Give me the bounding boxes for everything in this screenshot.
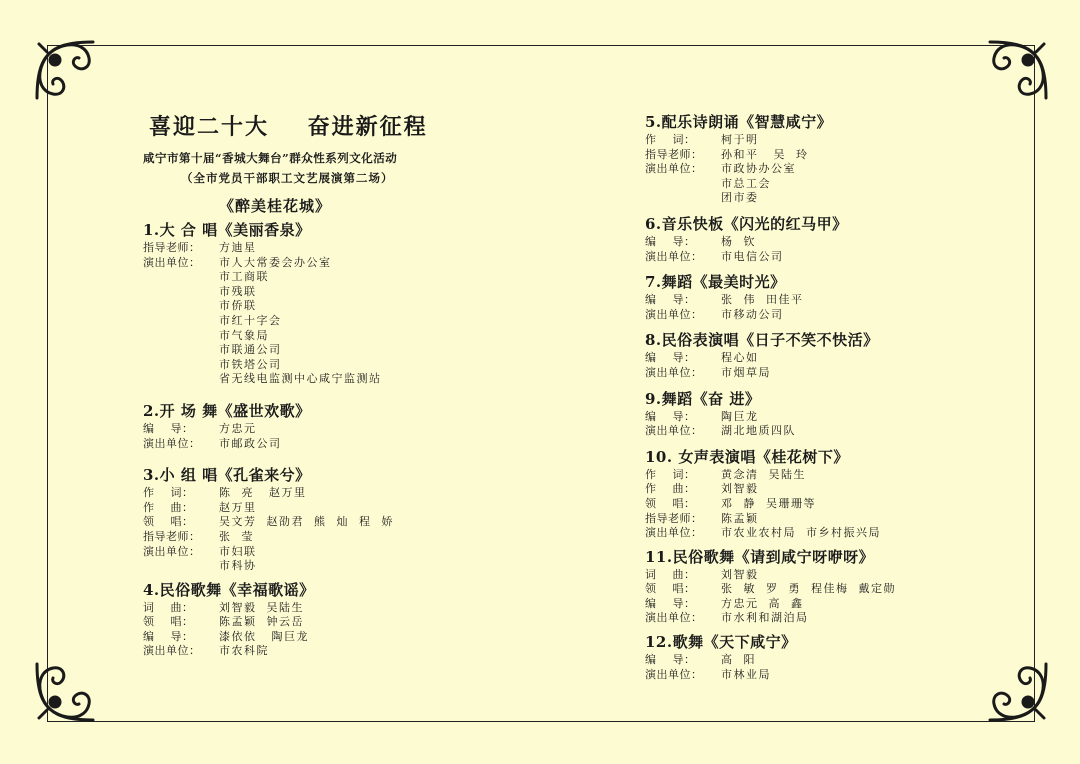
program-entry — [645, 330, 1005, 380]
credit-row — [143, 559, 473, 574]
program-entry — [143, 220, 473, 387]
credit-names: 漆依依 陶巨龙 — [219, 629, 309, 643]
program-title: 1.大 合 唱《美丽香泉》 — [143, 221, 311, 239]
credit-names: 市水利和湖泊局 — [721, 611, 809, 625]
credit-row — [143, 343, 473, 358]
credit-role: 演出单位： — [143, 644, 201, 658]
credit-role: 领 唱： — [143, 515, 194, 529]
credit-names: 杨 钦 — [721, 234, 756, 248]
credit-role: 词 曲： — [645, 567, 696, 581]
credit-names: 市政协办公室 — [721, 162, 796, 176]
credit-row — [645, 668, 1005, 683]
credit-names: 吴文芳 赵劭君 熊 灿 程 娇 — [219, 515, 394, 529]
credit-names: 市残联 — [219, 284, 257, 298]
credit-row — [645, 162, 1005, 177]
program-title: 9.舞蹈《奋 进》 — [645, 389, 761, 408]
credit-names: 刘智毅 吴陆生 — [219, 600, 304, 614]
credit-row — [143, 615, 473, 630]
program-entry — [645, 447, 1005, 541]
credit-role: 编 导： — [143, 421, 194, 435]
corner-ornament-top-left — [33, 38, 99, 104]
right-column — [645, 112, 1005, 682]
credit-role: 作 曲： — [143, 500, 194, 514]
credit-row — [143, 299, 473, 314]
credit-role: 演出单位： — [645, 249, 703, 263]
corner-ornament-bottom-left — [33, 658, 99, 724]
credit-row — [143, 501, 473, 516]
credit-names: 陈孟颖 — [721, 511, 759, 525]
credit-role — [143, 299, 219, 314]
credit-role — [645, 191, 721, 206]
program-title: 11.民俗歌舞《请到咸宁呀咿呀》 — [645, 547, 875, 566]
credit-names: 市人大常委会办公室 — [219, 255, 332, 269]
credit-names: 张 敏 罗 勇 程佳梅 戴定勋 — [721, 582, 896, 596]
credit-names: 赵万里 — [219, 500, 257, 514]
program-entry — [645, 632, 1005, 682]
credit-names: 市妇联 — [219, 544, 257, 558]
program-title: 10. 女声表演唱《桂花树下》 — [645, 447, 849, 466]
credit-names: 市科协 — [219, 559, 257, 573]
credit-row — [645, 235, 1005, 250]
credit-role — [143, 314, 219, 329]
credit-names: 市农科院 — [219, 644, 269, 658]
credit-names: 市移动公司 — [721, 307, 784, 321]
credit-row — [645, 526, 1005, 541]
credit-row — [143, 241, 473, 256]
credit-row — [143, 530, 473, 545]
credit-row — [143, 270, 473, 285]
credit-role — [143, 343, 219, 358]
credit-names: 孙和平 吴 玲 — [721, 147, 809, 161]
credit-role — [143, 559, 219, 574]
credit-role: 编 导： — [645, 234, 696, 248]
credit-row — [645, 653, 1005, 668]
program-list-left — [143, 220, 473, 659]
credit-role: 作 词： — [143, 486, 194, 500]
program-list-right — [645, 112, 1005, 682]
corner-ornament-top-right — [984, 38, 1050, 104]
event-subtitle: 咸宁市第十届“香城大舞台”群众性系列文化活动 — [143, 151, 398, 165]
program-entry — [645, 214, 1005, 264]
credit-names: 高 阳 — [721, 653, 756, 667]
credit-names: 张 伟 田佳平 — [721, 293, 804, 307]
left-column — [143, 112, 473, 659]
credit-role: 领 唱： — [645, 582, 696, 596]
program-title: 4.民俗歌舞《幸福歌谣》 — [143, 580, 315, 599]
program-title: 12.歌舞《天下咸宁》 — [645, 633, 797, 652]
credit-role: 演出单位： — [645, 526, 703, 540]
credit-row — [143, 437, 473, 452]
program-entry — [645, 547, 1005, 626]
program-entry — [645, 272, 1005, 322]
credit-names: 市红十字会 — [219, 313, 282, 327]
credit-row — [143, 372, 473, 387]
page-title: 喜迎二十大 奋进新征程 — [149, 115, 428, 140]
credit-role: 演出单位： — [143, 436, 201, 450]
credit-names: 市联通公司 — [219, 343, 282, 357]
credit-row — [143, 314, 473, 329]
credit-names: 陶巨龙 — [721, 409, 759, 423]
program-title: 6.音乐快板《闪光的红马甲》 — [645, 214, 848, 233]
program-title: 5.配乐诗朗诵《智慧咸宁》 — [645, 113, 833, 131]
credit-role: 编 导： — [645, 653, 696, 667]
credit-names: 市电信公司 — [721, 249, 784, 263]
credit-names: 方忠元 高 鑫 — [721, 596, 804, 610]
credit-role: 编 导： — [645, 351, 696, 365]
credit-row — [143, 515, 473, 530]
credit-row — [645, 351, 1005, 366]
credit-names: 方忠元 — [219, 421, 257, 435]
credit-row — [645, 611, 1005, 626]
credit-role: 指导老师： — [645, 511, 703, 525]
credit-role: 编 导： — [645, 596, 696, 610]
credit-row — [645, 512, 1005, 527]
credit-role: 演出单位： — [645, 162, 703, 176]
credit-row — [645, 177, 1005, 192]
credit-names: 刘智毅 — [721, 482, 759, 496]
program-entry — [645, 389, 1005, 439]
credit-row — [143, 285, 473, 300]
program-entry — [143, 580, 473, 659]
credit-role — [143, 270, 219, 285]
credit-names: 市铁塔公司 — [219, 357, 282, 371]
credit-row — [645, 597, 1005, 612]
credit-names: 张 莹 — [219, 529, 254, 543]
credit-row — [645, 191, 1005, 206]
credit-names: 邓 静 吴珊珊等 — [721, 496, 816, 510]
credit-row — [645, 366, 1005, 381]
credit-role: 作 曲： — [645, 482, 696, 496]
credit-row — [645, 133, 1005, 148]
credit-row — [645, 468, 1005, 483]
credit-role: 编 导： — [645, 293, 696, 307]
credit-row — [645, 308, 1005, 323]
credit-role — [143, 372, 219, 387]
credit-row — [645, 293, 1005, 308]
credit-names: 省无线电监测中心咸宁监测站 — [219, 372, 382, 386]
credit-role: 指导老师： — [645, 147, 703, 161]
credit-role: 指导老师： — [143, 529, 201, 543]
program-title: 7.舞蹈《最美时光》 — [645, 273, 786, 292]
credit-names: 市烟草局 — [721, 365, 771, 379]
program-title: 8.民俗表演唱《日子不笑不快活》 — [645, 331, 879, 350]
credit-row — [143, 256, 473, 271]
credit-role — [143, 285, 219, 300]
credit-names: 陈 亮 赵万里 — [219, 486, 307, 500]
credit-names: 柯于明 — [721, 133, 759, 146]
credit-row — [143, 329, 473, 344]
credit-role: 领 唱： — [645, 496, 696, 510]
credit-names: 市农业农村局 市乡村振兴局 — [721, 526, 881, 540]
credit-role: 领 唱： — [143, 615, 194, 629]
credit-role — [143, 358, 219, 373]
credit-role: 演出单位： — [645, 667, 703, 681]
credit-row — [143, 486, 473, 501]
credit-row — [143, 422, 473, 437]
credit-names: 团市委 — [721, 191, 759, 205]
credit-role: 词 曲： — [143, 600, 194, 614]
credit-row — [645, 148, 1005, 163]
credit-role: 演出单位： — [143, 544, 201, 558]
credit-role: 演出单位： — [645, 611, 703, 625]
credit-row — [143, 644, 473, 659]
credit-row — [645, 250, 1005, 265]
program-entry — [645, 112, 1005, 206]
credit-row — [645, 568, 1005, 583]
credit-row — [645, 424, 1005, 439]
event-subtitle-2: （全市党员干部职工文艺展演第二场） — [181, 171, 394, 185]
credit-names: 市邮政公司 — [219, 436, 282, 450]
credit-row — [143, 601, 473, 616]
credit-role: 演出单位： — [645, 424, 703, 438]
credit-row — [143, 545, 473, 560]
credit-role: 编 导： — [645, 409, 696, 423]
program-title: 3.小 组 唱《孔雀来兮》 — [143, 466, 311, 485]
credit-names: 程心如 — [721, 351, 759, 365]
credit-row — [143, 630, 473, 645]
credit-row — [143, 358, 473, 373]
credit-role — [143, 329, 219, 344]
credit-row — [645, 482, 1005, 497]
credit-role: 指导老师： — [143, 241, 201, 254]
credit-names: 市工商联 — [219, 270, 269, 284]
credit-role: 演出单位： — [143, 255, 201, 269]
credit-role — [645, 177, 721, 192]
credit-row — [645, 410, 1005, 425]
credit-role: 演出单位： — [645, 307, 703, 321]
credit-row — [645, 497, 1005, 512]
credit-role: 编 导： — [143, 629, 194, 643]
credit-names: 陈孟颖 钟云岳 — [219, 615, 304, 629]
credit-names: 刘智毅 — [721, 567, 759, 581]
credit-names: 市气象局 — [219, 328, 269, 342]
credit-row — [645, 582, 1005, 597]
program-title: 2.开 场 舞《盛世欢歌》 — [143, 401, 311, 420]
program-entry — [143, 465, 473, 574]
credit-names: 市林业局 — [721, 667, 771, 681]
program-entry — [143, 401, 473, 451]
credit-names: 黄念清 吴陆生 — [721, 467, 806, 481]
credit-names: 湖北地质四队 — [721, 424, 796, 438]
section-heading: 《醉美桂花城》 — [219, 197, 332, 215]
credit-names: 市总工会 — [721, 176, 771, 190]
credit-names: 方迪星 — [219, 241, 257, 254]
credit-role: 演出单位： — [645, 365, 703, 379]
credit-role: 作 词： — [645, 133, 696, 146]
credit-names: 市侨联 — [219, 299, 257, 313]
credit-role: 作 词： — [645, 467, 696, 481]
